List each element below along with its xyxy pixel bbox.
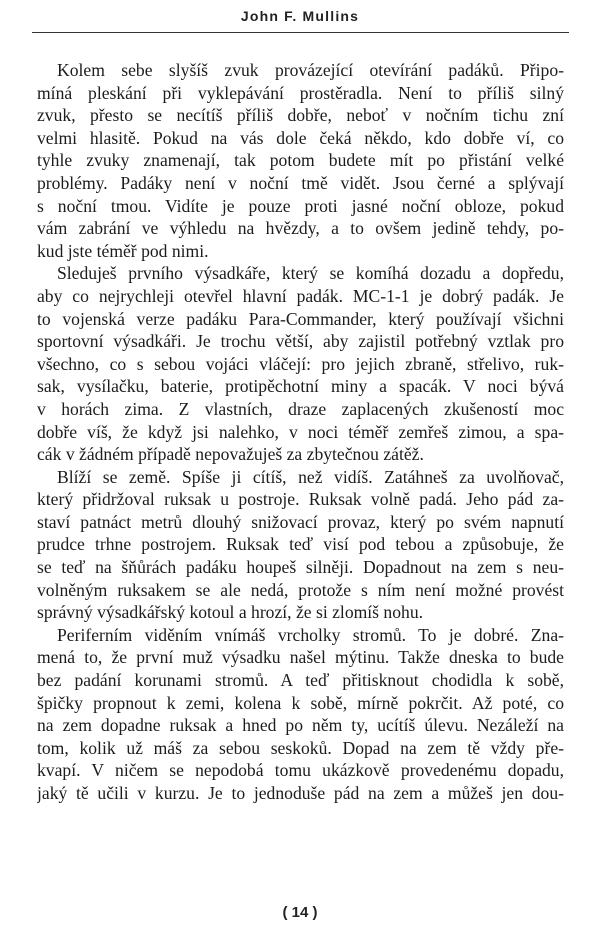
text-line: Periferním viděním vnímáš vrcholky stromů. To je dobré. Zna- (57, 624, 564, 645)
running-header (0, 8, 600, 24)
page-number: ( 14 ) (282, 904, 318, 921)
paragraph (37, 59, 564, 262)
text-line: všechno, co s sebou vojáci vláčejí: pro jejich zbraně, střelivo, ruk- (37, 353, 564, 374)
text-line: cák v žádném případě nepovažuješ za zbytečnou zátěž. (37, 444, 424, 465)
text-line: tyhle zvuky znamenají, tak potom budete mít po přistání velké (37, 150, 564, 171)
text-line: sak, vysílačku, baterie, protipěchotní miny a spacák. V noci bývá (37, 376, 564, 397)
text-line: to vojenská verze padáku Para-Commander, který používají všichni (37, 308, 564, 329)
author-name: John F. Mullins (240, 8, 360, 24)
text-line: kvapí. V ničem se nepodobá tomu ukázkově provedenému dopadu, (37, 760, 564, 781)
text-line: zvuk, přesto se necítíš příliš dobře, neboť v nočním tichu zní (37, 105, 564, 126)
text-line: s noční tmou. Vidíte je pouze proti jasné noční obloze, pokud (37, 195, 564, 216)
text-line: Kolem sebe slyšíš zvuk provázející otevírání padáků. Připo- (57, 60, 564, 80)
text-line: sportovní výsadkáři. Je trochu větší, aby zajistil potřebný vztlak pro (37, 331, 564, 352)
text-line: bez padání korunami stromů. A teď přitisknout chodidla k sobě, (37, 670, 564, 691)
text-line: prudce trhne postrojem. Ruksak teď visí pod tebou a způsobuje, že (37, 534, 564, 555)
text-line: problémy. Padáky není v noční tmě vidět. Jsou černé a splývají (37, 172, 564, 193)
text-line: který přidržoval ruksak u postroje. Ruksak volně padá. Jeho pád za- (37, 489, 564, 510)
text-line: správný výsadkářský kotoul a hrozí, že si zlomíš nohu. (37, 602, 424, 623)
page-footer (0, 904, 600, 921)
text-line: míná pleskání při vyklepávání prostěradla. Není to příliš silný (37, 82, 564, 103)
paragraph (37, 624, 564, 805)
text-line: mená to, že první muž výsadku našel mýtinu. Takže dneska to bude (37, 647, 564, 668)
text-line: v horách zima. Z vlastních, draze zaplacených zkušeností moc (37, 398, 564, 419)
text-line: vám zabrání ve výhledu na hvězdy, a to ovšem jedině tehdy, po- (37, 218, 564, 239)
text-line: jaký tě učili v kurzu. Je to jednoduše pád na zem a můžeš jen dou- (37, 783, 564, 803)
text-line: se teď na šňůrách padáku houpeš silněji. Dopadnout na zem s neu- (37, 557, 564, 578)
text-line: volněným ruksakem se ale nedá, protože s ním není možné provést (37, 579, 564, 600)
text-line: špičky propnout k zemi, kolena k sobě, mírně pokrčit. Až poté, co (37, 692, 564, 713)
text-line: Sleduješ prvního výsadkáře, který se komíhá dozadu a dopředu, (57, 263, 564, 284)
body-text (37, 59, 564, 805)
text-line: kud jste téměř pod nimi. (37, 240, 209, 261)
text-line: dobře víš, že když jsi nalehko, v noci téměř zemřeš zimou, a spa- (37, 421, 564, 442)
text-line: staví patnáct metrů dlouhý snižovací provaz, který po svém napnutí (37, 511, 564, 532)
paragraph (37, 466, 564, 624)
header-rule (32, 32, 569, 33)
text-line: tom, kolik už máš za sebou seskoků. Dopad na zem tě vždy pře- (37, 737, 564, 758)
text-line: Blíží se země. Spíše ji cítíš, než vidíš. Zatáhneš za uvolňovač, (57, 466, 564, 487)
paragraph (37, 262, 564, 465)
text-line: na zem dopadne ruksak a hned po něm ty, ucítíš úlevu. Nezáleží na (37, 715, 564, 736)
text-line: velmi hlasitě. Pokud na vás dole čeká někdo, kdo dobře ví, co (37, 127, 564, 148)
text-line: aby co nejrychleji otevřel hlavní padák. MC-1-1 je dobrý padák. Je (37, 285, 564, 306)
